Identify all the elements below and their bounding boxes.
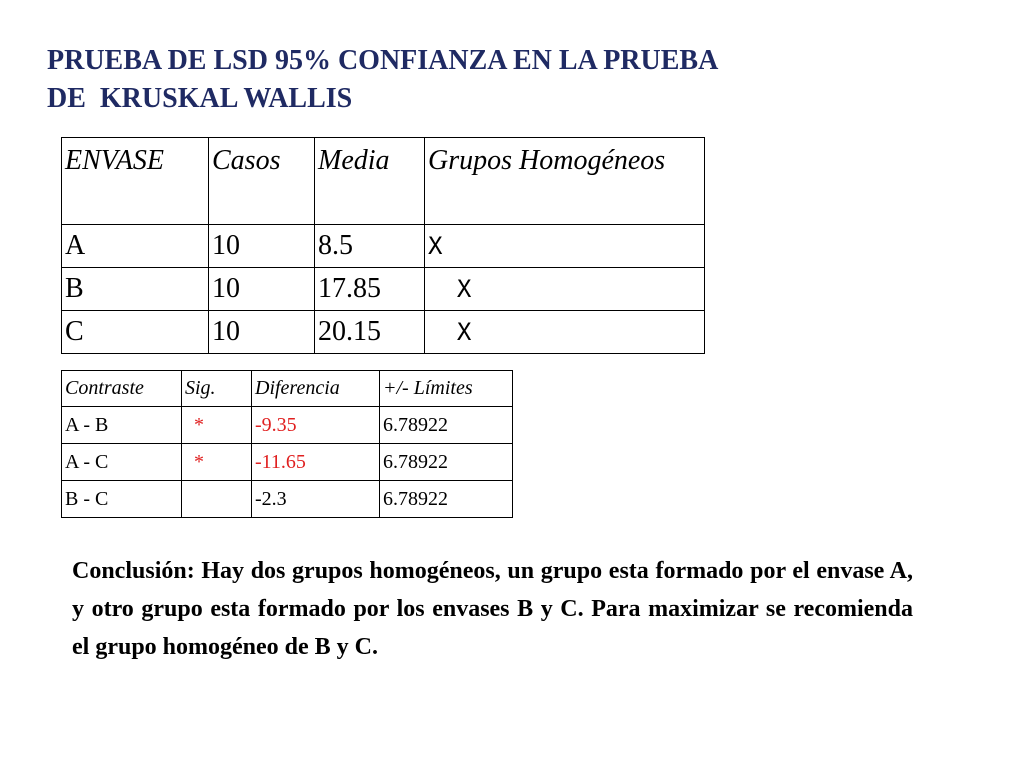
- cell-sig: *: [182, 407, 252, 444]
- table-row: [62, 481, 513, 518]
- cell-diferencia: -9.35: [252, 407, 380, 444]
- table-row: [62, 444, 513, 481]
- header-grupos-homogeneos: Grupos Homogéneos: [425, 138, 705, 225]
- header-sig: Sig.: [182, 371, 252, 407]
- cell-casos: 10: [209, 268, 315, 311]
- title-line-1: PRUEBA DE LSD 95% CONFIANZA EN LA PRUEBA: [47, 45, 719, 76]
- table-row: [62, 407, 513, 444]
- cell-contraste: B - C: [62, 481, 182, 518]
- cell-envase: A: [62, 225, 209, 268]
- homogeneous-groups-table: [61, 137, 705, 354]
- contrast-table: [61, 370, 513, 518]
- title-line-2: DE KRUSKAL WALLIS: [47, 83, 353, 114]
- cell-casos: 10: [209, 225, 315, 268]
- cell-limites: 6.78922: [380, 444, 513, 481]
- table-row: [62, 225, 705, 268]
- cell-diferencia: -2.3: [252, 481, 380, 518]
- cell-limites: 6.78922: [380, 407, 513, 444]
- table-header-row: [62, 371, 513, 407]
- table-header-row: [62, 138, 705, 225]
- cell-media: 8.5: [315, 225, 425, 268]
- header-limites: +/- Límites: [380, 371, 513, 407]
- page-title: [47, 42, 927, 118]
- cell-sig: *: [182, 444, 252, 481]
- cell-media: 20.15: [315, 311, 425, 354]
- cell-grupo: [425, 311, 705, 354]
- conclusion-text: Conclusión: Hay dos grupos homogéneos, un grupo esta formado por el envase A, y otro grupo esta formado por los envases B y C. Para maximizar se recomienda el grupo homogéneo de B y C.: [72, 558, 913, 660]
- header-envase: ENVASE: [62, 138, 209, 225]
- table-row: [62, 311, 705, 354]
- group-mark: X: [428, 275, 472, 303]
- header-diferencia: Diferencia: [252, 371, 380, 407]
- cell-grupo: [425, 268, 705, 311]
- header-casos: Casos: [209, 138, 315, 225]
- cell-envase: C: [62, 311, 209, 354]
- header-contraste: Contraste: [62, 371, 182, 407]
- cell-contraste: A - B: [62, 407, 182, 444]
- cell-sig: [182, 481, 252, 518]
- cell-grupo: [425, 225, 705, 268]
- cell-media: 17.85: [315, 268, 425, 311]
- cell-diferencia: -11.65: [252, 444, 380, 481]
- cell-contraste: A - C: [62, 444, 182, 481]
- cell-envase: B: [62, 268, 209, 311]
- group-mark: X: [428, 232, 443, 260]
- group-mark: X: [428, 318, 472, 346]
- table-row: [62, 268, 705, 311]
- cell-limites: 6.78922: [380, 481, 513, 518]
- cell-casos: 10: [209, 311, 315, 354]
- header-media: Media: [315, 138, 425, 225]
